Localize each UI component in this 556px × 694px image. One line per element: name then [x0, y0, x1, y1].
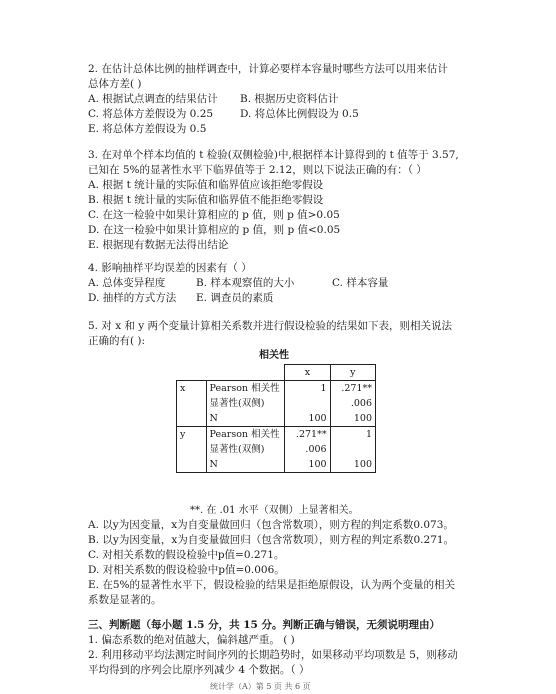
question-text: 已知在 5%的显著性水平下临界值等于 2.12，则以下说法正确的有：（ ）	[88, 164, 427, 176]
question-text: 3. 在对单个样本均值的 t 检验(双侧检验)中,根据样本计算得到的 t 值等于 3.57,	[88, 149, 459, 161]
option-e: E. 调查员的素质	[196, 292, 274, 304]
row-label-n: N	[206, 457, 285, 473]
table-footnote: **. 在 .01 水平（双侧）上显著相关。	[190, 505, 359, 516]
question-4	[88, 261, 480, 306]
option-row	[88, 107, 480, 122]
option-d: D. 抽样的方式方法	[88, 292, 177, 304]
row-header-x: x	[177, 381, 207, 397]
option-row	[88, 92, 480, 107]
table-row	[177, 396, 376, 411]
true-false-item-2: 2. 利用移动平均法测定时间序列的长期趋势时，如果移动平均项数是 5，则移动	[88, 649, 458, 661]
cell: 100	[330, 411, 375, 427]
option-a: A. 根据 t 统计量的实际值和临界值应该拒绝零假设	[88, 179, 324, 191]
correlation-table	[176, 364, 376, 473]
row-label-significance: 显著性(双侧)	[206, 396, 285, 411]
page-footer: 统计学（A）第 5 页 共 6 页	[210, 682, 311, 691]
option-b: B. 根据 t 统计量的实际值和临界值不能拒绝零假设	[88, 194, 324, 206]
true-false-items	[88, 633, 480, 678]
cell: 100	[285, 411, 330, 427]
option-b: B. 以y为因变量，x为自变量做回归（包含常数项），则方程的判定系数0.271。	[88, 534, 455, 546]
column-header-y: y	[330, 365, 375, 381]
row-header-y: y	[177, 427, 207, 443]
cell: .271**	[330, 381, 375, 397]
column-header-x: x	[285, 365, 330, 381]
table-row	[177, 411, 376, 427]
cell: 100	[285, 457, 330, 473]
question-3	[88, 148, 480, 253]
table-row	[177, 427, 376, 443]
option-a: A. 根据试点调查的结果估计	[88, 93, 218, 105]
cell: 1	[285, 381, 330, 397]
table-row	[177, 442, 376, 457]
option-c: C. 将总体方差假设为 0.25	[88, 108, 214, 120]
question-text: 2. 在估计总体比例的抽样调查中，计算必要样本容量时哪些方法可以用来估计	[88, 63, 448, 75]
row-label-significance: 显著性(双侧)	[206, 442, 285, 457]
option-a: A. 以y为因变量，x为自变量做回归（包含常数项），则方程的判定系数0.073。	[88, 519, 454, 531]
option-row	[88, 276, 480, 291]
question-2	[88, 62, 480, 137]
option-c: C. 样本容量	[332, 277, 389, 289]
option-c: C. 在这一检验中如果计算相应的 p 值，则 p 值>0.05	[88, 209, 340, 221]
table-row	[177, 457, 376, 473]
option-b: B. 根据历史资料估计	[240, 93, 339, 105]
option-e: E. 在5%的显著性水平下，假设检验的结果是拒绝原假设，认为两个变量的相关	[88, 579, 455, 591]
table-row	[177, 381, 376, 397]
option-e: E. 根据现有数据无法得出结论	[88, 239, 229, 251]
cell: .271**	[285, 427, 330, 443]
cell: .006	[285, 442, 330, 457]
option-a: A. 总体变异程度	[88, 277, 166, 289]
row-label-n: N	[206, 411, 285, 427]
cell: .006	[330, 396, 375, 411]
question-text: 5. 对 x 和 y 两个变量计算相关系数并进行假设检验的结果如下表，则相关说法	[88, 320, 453, 332]
question-text: 4. 影响抽样平均误差的因素有（ ）	[88, 262, 252, 274]
question-5-options	[88, 518, 480, 608]
row-label-pearson: Pearson 相关性	[206, 427, 285, 443]
option-d: D. 在这一检验中如果计算相应的 p 值，则 p 值<0.05	[88, 224, 341, 236]
cell: 1	[330, 427, 375, 443]
question-text: 正确的有( ):	[88, 335, 146, 347]
option-row	[88, 291, 480, 306]
table-header-row	[177, 365, 376, 381]
section-heading: 三、判断题（每小题 1.5 分，共 15 分。判断正确与错误，无须说明理由）	[88, 619, 440, 631]
question-text: 总体方差( )	[88, 78, 142, 90]
table-title: 相关性	[259, 350, 289, 361]
option-b: B. 样本观察值的大小	[196, 277, 295, 289]
cell: 100	[330, 457, 375, 473]
question-5	[88, 319, 480, 349]
option-d: D. 对相关系数的假设检验中p值=0.006。	[88, 564, 285, 576]
row-label-pearson: Pearson 相关性	[206, 381, 285, 397]
option-e-continued: 系数是显著的。	[88, 594, 162, 606]
true-false-item-2-continued: 平均得到的序列会比原序列减少 4 个数据。（ ）	[88, 664, 310, 676]
true-false-item-1: 1. 偏态系数的绝对值越大，偏斜越严重。 ( )	[88, 634, 295, 646]
option-d: D. 将总体比例假设为 0.5	[240, 108, 359, 120]
option-e: E. 将总体方差假设为 0.5	[88, 123, 207, 135]
option-c: C. 对相关系数的假设检验中p值=0.271。	[88, 549, 285, 561]
